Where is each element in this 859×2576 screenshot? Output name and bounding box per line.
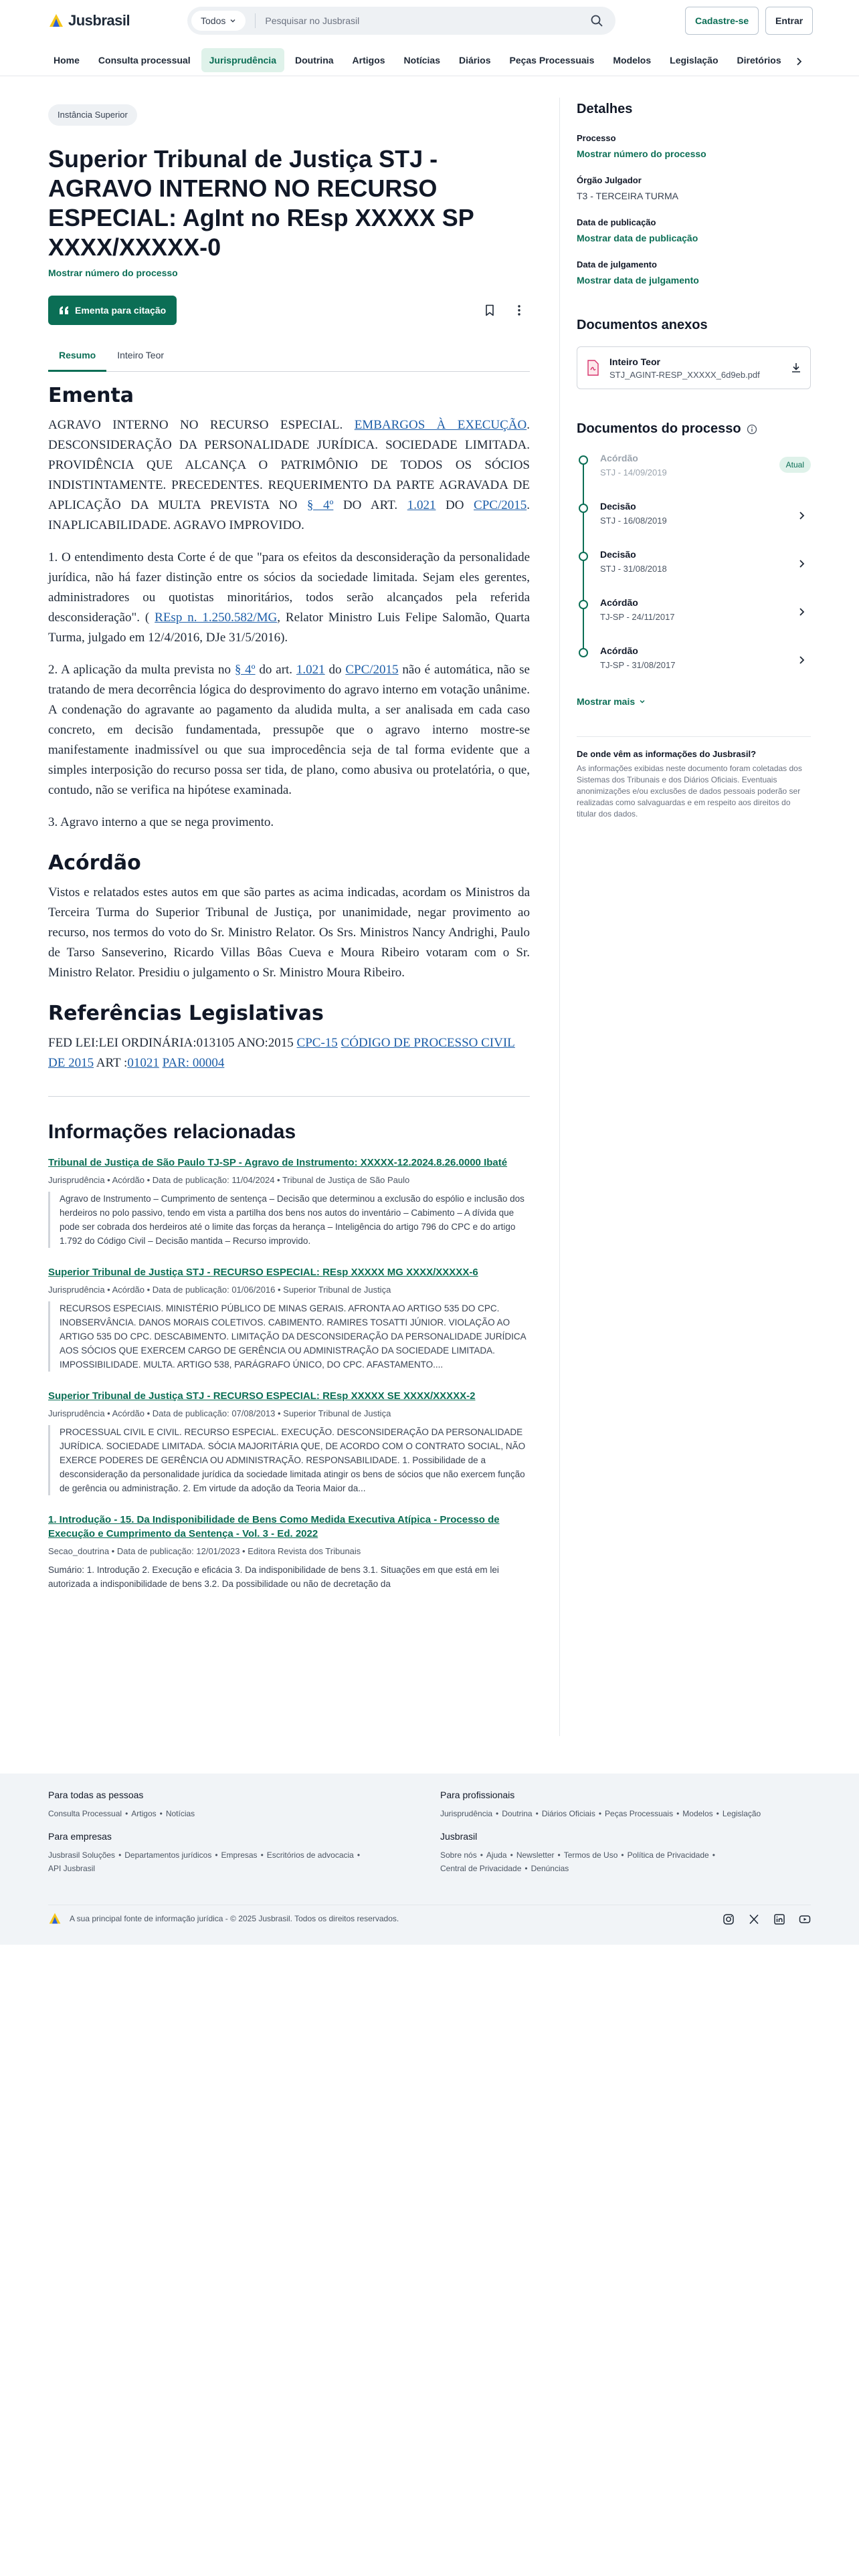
nav-item-doutrina[interactable]: Doutrina — [294, 55, 334, 66]
ementa-text: 2. A aplicação da multa prevista no — [48, 663, 235, 677]
nav-item-diretorios[interactable]: Diretórios — [737, 55, 781, 66]
source-text: As informações exibidas neste documento foram coletadas dos Sistemas dos Tribunais e dos Diários Oficiais. Eventuais anonimizações e/ou exclusões de dados pessoais poderão ser realizadas como salvaguardas e em respeito aos direitos do titular dos dados. — [577, 764, 802, 819]
jusbrasil-logo-icon — [48, 1912, 62, 1925]
timeline-item-title: Acórdão — [600, 645, 638, 656]
pub-date-label: Data de publicação — [577, 217, 656, 227]
info-icon[interactable] — [747, 424, 757, 435]
ref-text: LEI ORDINÁRIA:013105 ANO:2015 — [98, 1036, 297, 1050]
action-bar — [48, 296, 530, 325]
related-item-title-link[interactable]: Tribunal de Justiça de São Paulo TJ-SP - Agravo de Instrumento: XXXXX-12.2024.8.26.0000 Ibaté — [48, 1157, 508, 1168]
timeline-item-date: STJ - 16/08/2019 — [600, 516, 667, 526]
ementa-text: não é automática, não se tratando de mera decorrência lógica do desprovimento do agravo interno em votação unânime. A condenação do agravante ao pagamento da aludida multa, a ser analisada em cada caso concreto, em decisão fundamentada, pressupõe que o agravo interno mostre-se manifestamente inadmissível ou que sua improcedência seja de tal forma evidente que a simples interposição do recurso possa ser tida, de plano, como abusiva ou protelatória, o que, contudo, não se verifica na hipótese examinada. — [48, 663, 530, 797]
footer-col-companies — [48, 1831, 423, 1875]
footer-link[interactable]: Sobre nós — [440, 1850, 477, 1860]
footer-link[interactable]: Empresas — [221, 1850, 258, 1860]
sidebar — [577, 102, 811, 820]
section-divider — [48, 1096, 530, 1097]
pdf-file-icon — [585, 360, 600, 376]
related-item-meta: Jurisprudência • Acórdão • Data de publicação: 11/04/2024 • Tribunal de Justiça de São Paulo — [48, 1175, 410, 1185]
footer-link[interactable]: Doutrina — [502, 1809, 533, 1818]
signup-button[interactable]: Cadastre-se — [685, 7, 759, 35]
process-timeline — [577, 453, 811, 693]
process-docs-heading: Documentos do processo — [577, 421, 741, 436]
refs-heading: Referências Legislativas — [48, 1002, 324, 1025]
instance-badge: Instância Superior — [48, 104, 137, 126]
timeline-item-date: TJ-SP - 31/08/2017 — [600, 660, 676, 670]
timeline-item-date: STJ - 14/09/2019 — [600, 467, 667, 477]
ementa-paragraph-1 — [48, 415, 530, 536]
footer-link[interactable]: Termos de Uso — [563, 1850, 618, 1860]
ementa-paragraph-3 — [48, 660, 530, 800]
chevron-right-icon — [796, 655, 807, 665]
timeline-dot — [579, 455, 588, 465]
related-item-title-link[interactable]: 1. Introdução - 15. Da Indisponibilidade de Bens Como Medida Executiva Atípica - Processo de Execução e Cumprimento da Sentença - Vol. 3 - Ed. 2022 — [48, 1514, 500, 1539]
footer-heading: Para empresas — [48, 1831, 112, 1842]
footer-heading: Para profissionais — [440, 1790, 515, 1800]
source-heading: De onde vêm as informações do Jusbrasil? — [577, 749, 757, 759]
footer-link[interactable]: Legislação — [722, 1809, 761, 1818]
nav-item-pecas-processuais[interactable]: Peças Processuais — [509, 55, 595, 66]
ementa-text: 1. O entendimento desta Corte é de que "para os efeitos da desconsideração da personalidade jurídica, não há fazer distinção entre os sócios da sociedade limitada. Sejam eles gerentes, administradores ou quotistas minoritários, todos serão alcançados pela referida desconsideração". ( — [48, 550, 530, 625]
instagram-icon[interactable] — [723, 1913, 735, 1925]
process-docs-header — [577, 421, 811, 437]
footer-links: Sobre nós • Ajuda • Newsletter • Termos de Uso • Política de Privacidade • Central de Privacidade • Denúncias — [440, 1850, 715, 1873]
show-pub-date-link[interactable]: Mostrar data de publicação — [577, 233, 698, 243]
top-header — [0, 0, 859, 41]
footer — [0, 1774, 859, 1945]
footer-link[interactable]: Jurisprudência — [440, 1809, 493, 1818]
footer-heading: Jusbrasil — [440, 1831, 478, 1842]
show-judgment-date-link[interactable]: Mostrar data de julgamento — [577, 275, 699, 286]
annex-heading: Documentos anexos — [577, 318, 708, 332]
ementa-heading: Ementa — [48, 384, 134, 407]
footer-links: Jusbrasil Soluções • Departamentos jurídicos • Empresas • Escritórios de advocacia • API Jusbrasil — [48, 1850, 361, 1873]
more-vertical-icon — [518, 305, 520, 316]
nav-item-legislacao[interactable]: Legislação — [670, 55, 719, 66]
main-content — [48, 104, 530, 1608]
footer-link[interactable]: Consulta Processual — [48, 1809, 122, 1818]
chevron-down-icon — [639, 698, 646, 705]
timeline-dot — [579, 552, 588, 561]
related-item-title-link[interactable]: Superior Tribunal de Justiça STJ - RECURSO ESPECIAL: REsp XXXXX MG XXXX/XXXXX-6 — [48, 1267, 478, 1278]
search-bar — [187, 7, 615, 35]
cite-button-label: Ementa para citação — [75, 305, 167, 316]
x-twitter-icon[interactable] — [748, 1913, 760, 1925]
bookmark-icon — [484, 304, 495, 316]
timeline-item[interactable] — [577, 453, 811, 501]
search-category-label: Todos — [201, 15, 226, 26]
footer-col-jusbrasil — [440, 1831, 815, 1875]
annex-title: Inteiro Teor — [609, 356, 660, 367]
footer-link[interactable]: Ajuda — [486, 1850, 507, 1860]
ementa-text: . INAPLICABILIDADE. AGRAVO IMPROVIDO. — [48, 498, 530, 532]
login-button[interactable]: Entrar — [765, 7, 813, 35]
annex-filename: STJ_AGINT-RESP_XXXXX_6d9eb.pdf — [609, 369, 760, 380]
footer-link[interactable]: Política de Privacidade — [627, 1850, 709, 1860]
chevron-right-icon[interactable] — [792, 55, 805, 68]
related-item-meta: Jurisprudência • Acórdão • Data de publicação: 07/08/2013 • Superior Tribunal de Justiça — [48, 1408, 391, 1418]
timeline-item-title: Acórdão — [600, 453, 638, 463]
footer-bottom — [48, 1905, 811, 1931]
footer-link[interactable]: Denúncias — [531, 1864, 569, 1873]
timeline-item[interactable] — [577, 549, 811, 597]
orgao-label: Órgão Julgador — [577, 175, 642, 185]
timeline-item-date: STJ - 31/08/2018 — [600, 564, 667, 574]
related-item — [48, 1265, 530, 1372]
tab-resumo[interactable]: Resumo — [48, 338, 106, 372]
ref-text: ART : — [94, 1056, 128, 1070]
bookmark-button[interactable] — [479, 300, 500, 321]
art-1021-link[interactable]: 1.021 — [296, 663, 325, 677]
acordao-heading: Acórdão — [48, 851, 141, 875]
timeline-item[interactable] — [577, 597, 811, 645]
resp-precedent-link[interactable]: REsp n. 1.250.582/MG — [155, 611, 278, 625]
chevron-right-icon — [796, 510, 807, 521]
sidebar-divider — [577, 736, 811, 737]
social-links — [723, 1913, 811, 1925]
timeline-item-date: TJ-SP - 24/11/2017 — [600, 612, 675, 622]
search-icon[interactable] — [590, 14, 603, 27]
nav-item-diarios[interactable]: Diários — [459, 55, 491, 66]
footer-heading: Para todas as pessoas — [48, 1790, 144, 1800]
nav-item-noticias[interactable]: Notícias — [403, 55, 441, 66]
timeline-item-title: Decisão — [600, 501, 636, 512]
art-1021-link[interactable]: 1.021 — [407, 498, 436, 512]
acordao-text: Vistos e relatados estes autos em que são partes as acima indicadas, acordam os Ministros da Terceira Turma do Superior Tribunal de Justiça, por unanimidade, negar provimento ao recurso, nos termos do voto do Sr. Ministro Relator. Os Srs. Ministros Nancy Andrighi, Paulo de Tarso Sanseverino, Ricardo Villas Bôas Cueva e Moura Ribeiro votaram com o Sr. Ministro Relator. Presidiu o julgamento o Sr. Ministro Moura Ribeiro. — [48, 885, 530, 980]
embargos-link[interactable]: EMBARGOS À EXECUÇÃO — [354, 418, 527, 432]
related-item — [48, 1513, 530, 1591]
footer-link[interactable]: Departamentos jurídicos — [124, 1850, 212, 1860]
paragraph-4-link[interactable]: § 4º — [306, 498, 334, 512]
footer-link[interactable]: Escritórios de advocacia — [266, 1850, 354, 1860]
show-more-link[interactable] — [577, 696, 811, 707]
related-item-meta: Secao_doutrina • Data de publicação: 12/01/2023 • Editora Revista dos Tribunais — [48, 1546, 361, 1556]
ementa-text: . DESCONSIDERAÇÃO DA PERSONALIDADE JURÍDICA. SOCIEDADE LIMITADA. PROVIDÊNCIA QUE ALCANÇA O PATRIMÔNIO DE TODOS OS SÓCIOS INDISTINTAMENTE. PRECEDENTES. REQUERIMENTO DA PARTE AGRAVADA DE APLICAÇÃO DA MULTA PREVISTA NO — [48, 418, 530, 512]
page-title: Superior Tribunal de Justiça STJ - AGRAVO INTERNO NO RECURSO ESPECIAL: AgInt no REsp XXXXX SP XXXX/XXXXX-0 — [48, 145, 474, 261]
youtube-icon[interactable] — [799, 1913, 811, 1925]
ementa-text: DO ART. — [333, 498, 407, 512]
content-tabs — [48, 338, 530, 372]
show-more-label: Mostrar mais — [577, 696, 636, 707]
footer-link[interactable]: Newsletter — [516, 1850, 555, 1860]
jusbrasil-logo[interactable] — [48, 12, 130, 29]
nav-item-artigos[interactable]: Artigos — [352, 55, 385, 66]
footer-link[interactable]: Jusbrasil Soluções — [48, 1850, 116, 1860]
footer-link[interactable]: Peças Processuais — [605, 1809, 674, 1818]
details-heading: Detalhes — [577, 102, 633, 116]
related-item-excerpt: PROCESSUAL CIVIL E CIVIL. RECURSO ESPECIAL. EXECUÇÃO. DESCONSIDERAÇÃO DA PERSONALIDADE JURÍDICA. SOCIEDADE LIMITADA. SÓCIA MAJORITÁRIA QUE, DE ACORDO COM O CONTRATO SOCIAL, NÃO EXERCE PODERES DE GERÊNCIA OU ADMINISTRAÇÃO. RESPONSABILIDADE. 1. Possibilidade de a desconsideração da personalidade jurídica da sociedade limitada atingir os bens de sócios que não exercem função de gerência ou administração. 2. Em virtude da adoção da Teoria Maior da... — [48, 1425, 530, 1495]
footer-link[interactable]: Modelos — [682, 1809, 713, 1818]
footer-links: Jurisprudência • Doutrina • Diários Oficiais • Peças Processuais • Modelos • Legislação — [440, 1809, 761, 1818]
nav-item-consulta-processual[interactable]: Consulta processual — [98, 55, 191, 66]
footer-link[interactable]: Diários Oficiais — [541, 1809, 595, 1818]
column-divider — [559, 98, 560, 1736]
related-item — [48, 1389, 530, 1495]
nav-item-modelos[interactable]: Modelos — [613, 55, 652, 66]
processo-label: Processo — [577, 133, 616, 143]
cite-button[interactable] — [48, 296, 177, 325]
related-item — [48, 1156, 530, 1248]
jusbrasil-logo-icon — [48, 13, 64, 29]
show-process-number-link[interactable]: Mostrar número do processo — [48, 267, 178, 278]
paragraph-4-link[interactable]: § 4º — [234, 663, 256, 677]
codigo-processo-civil-link[interactable]: CÓDIGO DE PROCESSO CIVIL DE 2015 — [48, 1036, 515, 1070]
footer-link[interactable]: Artigos — [131, 1809, 157, 1818]
tab-inteiro-teor[interactable]: Inteiro Teor — [117, 350, 165, 360]
related-item-title-link[interactable]: Superior Tribunal de Justiça STJ - RECURSO ESPECIAL: REsp XXXXX SE XXXX/XXXXX-2 — [48, 1390, 476, 1402]
footer-col-professionals — [440, 1790, 815, 1820]
cpc-2015-link[interactable]: CPC/2015 — [345, 663, 399, 677]
footer-link[interactable]: Central de Privacidade — [440, 1864, 522, 1873]
ementa-text: do art. — [255, 663, 296, 677]
timeline-item[interactable] — [577, 501, 811, 549]
ementa-text: , Relator Ministro Luis Felipe Salomão, Quarta Turma, julgado em 12/4/2016, DJe 31/5/2016). — [48, 611, 530, 645]
search-separator — [255, 13, 256, 28]
search-input[interactable]: Pesquisar no Jusbrasil — [265, 15, 360, 26]
more-options-button[interactable] — [508, 300, 530, 321]
par-00004-link[interactable]: PAR: 00004 — [162, 1056, 225, 1070]
footer-col-people — [48, 1790, 423, 1820]
linkedin-icon[interactable] — [773, 1913, 785, 1925]
chevron-down-icon — [229, 17, 236, 24]
footer-link[interactable]: Notícias — [165, 1809, 195, 1818]
nav-item-jurisprudencia[interactable]: Jurisprudência — [201, 48, 284, 72]
footer-link[interactable]: API Jusbrasil — [48, 1864, 96, 1873]
timeline-dot — [579, 648, 588, 657]
related-item-excerpt: RECURSOS ESPECIAIS. MINISTÉRIO PÚBLICO DE MINAS GERAIS. AFRONTA AO ARTIGO 535 DO CPC. INOBSERVÂNCIA. DANOS MORAIS COLETIVOS. CABIMENTO. RAMIRES TOSATTI JÚNIOR. VIOLAÇÃO AO ARTIGO 535 DO CPC. DESCABIMENTO. LIMITAÇÃO DA DESCONSIDERAÇÃO DA PERSONALIDADE JURÍDICA AOS SÓCIOS QUE EXERCEM CARGO DE GERÊNCIA OU ADMINISTRAÇÃO DA SOCIEDADE LIMITADA. IMPOSSIBILIDADE. MULTA. ARTIGO 538, PARÁGRAFO ÚNICO, DO CPC. AFASTAMENTO.... — [48, 1301, 530, 1372]
related-item-excerpt: Agravo de Instrumento – Cumprimento de sentença – Decisão que determinou a exclusão do espólio e inclusão dos herdeiros no polo passivo, tendo em vista a partilha dos bens nos autos do inventário – Cabimento – A dívida que pode ser cobrada dos herdeiros até o limite das forças da herança – Inteligência do artigo 796 do CPC e do artigo 1.792 do Código Civil – Decisão mantida – Recurso improvido. — [48, 1192, 530, 1248]
copyright-text: A sua principal fonte de informação jurídica - © 2025 Jusbrasil. Todos os direitos reservados. — [70, 1913, 399, 1923]
main-nav — [0, 45, 859, 76]
related-item-excerpt: Sumário: 1. Introdução 2. Execução e eficácia 3. Da indisponibilidade de bens 3.1. Situações em que está em lei autorizada a indisponibilidade de bens 3.2. Da possibilidade ou não de decretação da — [48, 1565, 499, 1589]
ementa-text: DO — [436, 498, 474, 512]
ementa-paragraph-4: 3. Agravo interno a que se nega provimento. — [48, 815, 274, 829]
related-heading: Informações relacionadas — [48, 1121, 296, 1143]
annex-card[interactable] — [577, 346, 811, 389]
judgment-date-label: Data de julgamento — [577, 259, 657, 270]
legislative-references — [48, 1033, 530, 1073]
logo-text: Jusbrasil — [68, 12, 130, 29]
art-01021-link[interactable]: 01021 — [127, 1056, 159, 1070]
orgao-value: T3 - TERCEIRA TURMA — [577, 191, 678, 201]
related-item-meta: Jurisprudência • Acórdão • Data de publicação: 01/06/2016 • Superior Tribunal de Justiça — [48, 1285, 391, 1295]
footer-links: Consulta Processual • Artigos • Notícias — [48, 1809, 195, 1818]
search-category-select[interactable] — [191, 11, 246, 31]
ementa-text: AGRAVO INTERNO NO RECURSO ESPECIAL. — [48, 418, 355, 432]
ementa-text: do — [324, 663, 346, 677]
timeline-dot — [579, 504, 588, 513]
timeline-item-title: Decisão — [600, 549, 636, 560]
chevron-right-icon — [796, 607, 807, 617]
ref-text: FED LEI: — [48, 1036, 99, 1050]
cpc-2015-link[interactable]: CPC/2015 — [474, 498, 527, 512]
quote-icon — [59, 306, 70, 315]
timeline-dot — [579, 600, 588, 609]
cpc-15-link[interactable]: CPC-15 — [296, 1036, 338, 1050]
timeline-item[interactable] — [577, 645, 811, 693]
nav-item-home[interactable]: Home — [54, 55, 80, 66]
current-badge: Atual — [779, 457, 811, 473]
document-body — [48, 384, 530, 1073]
ementa-paragraph-2 — [48, 548, 530, 648]
timeline-item-title: Acórdão — [600, 597, 638, 608]
show-process-number-link[interactable]: Mostrar número do processo — [577, 148, 706, 159]
download-icon[interactable] — [790, 362, 802, 374]
chevron-right-icon — [796, 558, 807, 569]
